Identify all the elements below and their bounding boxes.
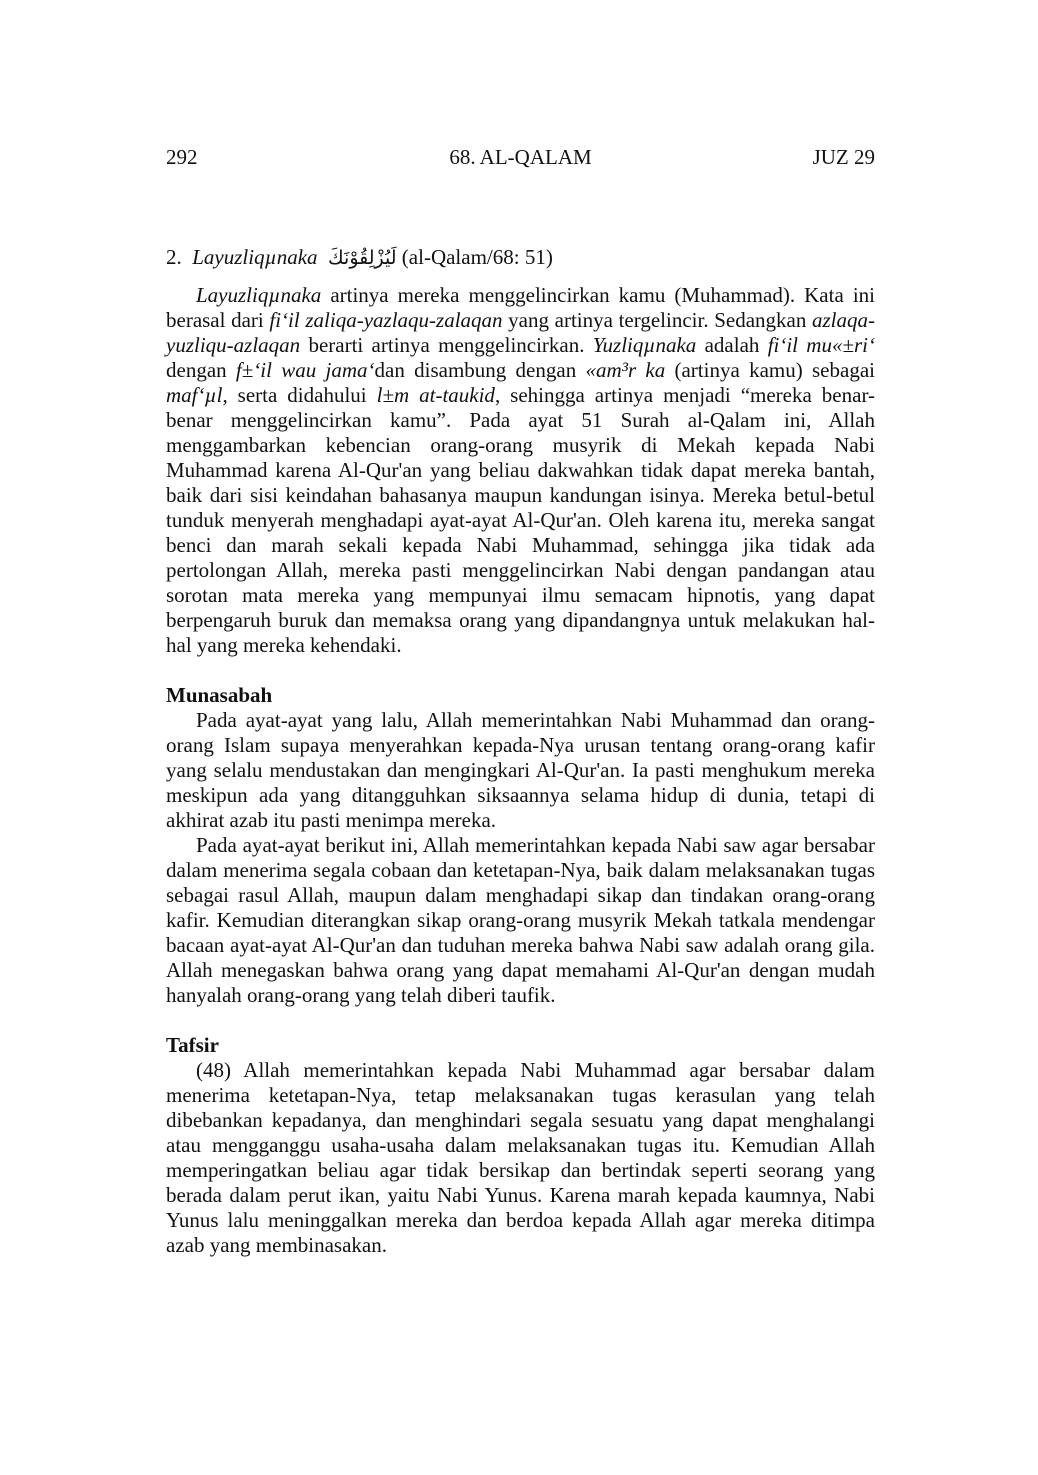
text-run: Pada ayat-ayat yang lalu, Allah memerintahkan Nabi Muhammad dan orang-orang Islam supaya menyerahkan kepada-Nya urusan tentang orang-orang kafir yang selalu mendustakan dan mengingkari Al-Qur'an. Ia pasti menghukum mereka meskipun ada yang ditangguhkan siksaannya selama hidup di dunia, tetapi di akhirat azab itu pasti menimpa mereka. — [166, 708, 875, 832]
arabic-word: لَيُزْلِقُوْنَكَ — [328, 247, 397, 269]
italic-term: «am³r ka — [585, 358, 666, 382]
text-run: adalah — [696, 333, 768, 357]
italic-term: fi‘il mu«±ri‘ — [767, 333, 875, 357]
text-run: dan disambung dengan — [374, 358, 586, 382]
item-number: 2. — [166, 245, 182, 269]
text-run: yang artinya tergelincir. Sedangkan — [502, 308, 812, 332]
text-run: , sehingga artinya menjadi “mereka benar-benar menggelincirkan kamu”. Pada ayat 51 Surah al-Qalam ini, Allah menggambarkan kebencian orang-orang musyrik di Mekah kepada Nabi Muhammad karena Al-Qur'an yang beliau dakwahkan tidak dapat mereka bantah, baik dari sisi keindahan bahasanya maupun kandungan isinya. Mereka betul-betul tunduk menyerah menghadapi ayat-ayat Al-Qur'an. Oleh karena itu, mereka sangat benci dan marah sekali kepada Nabi Muhammad, sehingga jika tidak ada pertolongan Allah, mereka pasti menggelincirkan Nabi dengan pandangan atau sorotan mata mereka yang mempunyai ilmu semacam hipnotis, yang dapat berpengaruh buruk dan memaksa orang yang dipandangnya untuk melakukan hal-hal yang mereka kehendaki. — [166, 383, 876, 657]
text-run: artinya mereka menggelincirkan kamu (Muhammad). Kata ini berasal dari — [166, 283, 875, 332]
chapter-title: 68. AL-QALAM — [449, 145, 592, 169]
italic-term: fi‘il zaliqa-yazlaqu-zalaqan — [269, 308, 503, 332]
paragraph — [166, 283, 875, 658]
italic-term: l±m at-taukid — [376, 383, 495, 407]
text-run: (artinya kamu) sebagai — [665, 358, 875, 382]
vocab-item-heading — [166, 245, 875, 271]
page-number: 292 — [166, 145, 198, 169]
page-body — [166, 245, 875, 1258]
italic-term: azlaqa-yuzliqu-azlaqan — [166, 308, 875, 357]
italic-term: Yuzliqµnaka — [592, 333, 697, 357]
juz-label: JUZ 29 — [812, 145, 875, 169]
item-term: Layuzliqµnaka — [192, 245, 318, 269]
italic-term: Layuzliqµnaka — [196, 283, 322, 307]
section-heading: Munasabah — [166, 683, 273, 707]
text-run: berarti artinya menggelincirkan. — [300, 333, 593, 357]
text-run: , serta didahului — [222, 383, 377, 407]
italic-term: f±‘il wau jama‘ — [235, 358, 375, 382]
text-run: (48) Allah memerintahkan kepada Nabi Muhammad agar bersabar dalam menerima ketetapan-Nya, tetap melaksanakan tugas kerasulan yang telah dibebankan kepadanya, dan menghindari segala sesuatu yang dapat menghalangi atau mengganggu usaha-usaha dalam melaksanakan tugas itu. Kemudian Allah memperingatkan beliau agar tidak bersikap dan bertindak seperti seorang yang berada dalam perut ikan, yaitu Nabi Yunus. Karena marah kepada kaumnya, Nabi Yunus lalu meninggalkan mereka dan berdoa kepada Allah agar mereka ditimpa azab yang membinasakan. — [166, 1058, 875, 1257]
sections — [166, 283, 875, 1258]
verse-reference: (al-Qalam/68: 51) — [401, 245, 553, 269]
page-header — [166, 145, 875, 171]
section-heading: Tafsir — [166, 1033, 219, 1057]
text-run: Pada ayat-ayat berikut ini, Allah memerintahkan kepada Nabi saw agar bersabar dalam menerima segala cobaan dan ketetapan-Nya, baik dalam melaksanakan tugas sebagai rasul Allah, maupun dalam menghadapi sikap dan tindakan orang-orang kafir. Kemudian diterangkan sikap orang-orang musyrik Mekah tatkala mendengar bacaan ayat-ayat Al-Qur'an dan tuduhan mereka bahwa Nabi saw adalah orang gila. Allah menegaskan bahwa orang yang dapat memahami Al-Qur'an dengan mudah hanyalah orang-orang yang telah diberi taufik. — [166, 833, 875, 1007]
paragraph — [166, 833, 875, 1008]
italic-term: maf‘µl — [166, 383, 223, 407]
paragraph — [166, 708, 875, 833]
paragraph — [166, 1058, 875, 1258]
text-run: dengan — [166, 358, 236, 382]
